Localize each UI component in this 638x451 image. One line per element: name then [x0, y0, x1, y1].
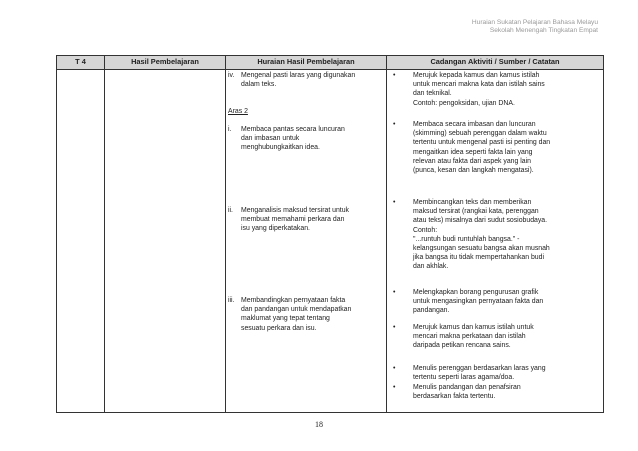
- page-number: 18: [315, 420, 323, 429]
- table-header-row: [57, 56, 604, 70]
- bullet-icon: •: [393, 199, 396, 206]
- item-iv-number: iv.: [228, 72, 235, 79]
- item-ii-number: ii.: [228, 207, 233, 214]
- col-header-hasil: Hasil Pembelajaran: [105, 56, 226, 70]
- bullet-icon: •: [393, 289, 396, 296]
- cell-hasil: [105, 70, 226, 413]
- item-iii-number: iii.: [228, 297, 235, 304]
- item-ii-text: Menganalisis maksud tersirat untuk membuat memahami perkara dan isu yang diperkatakan.: [241, 207, 350, 233]
- cadangan-item-1: Merujuk kepada kamus dan kamus istilah untuk mencari makna kata dan istilah sains dan teknikal. Contoh: pengoksidan, ujian DNA.: [413, 72, 545, 107]
- col-header-huraian: Huraian Hasil Pembelajaran: [226, 56, 387, 70]
- cadangan-item-7: Menulis pandangan dan penafsiran berdasarkan fakta tertentu.: [413, 384, 521, 401]
- cell-cadangan: [387, 70, 604, 413]
- cadangan-item-5: Merujuk kamus dan kamus istilah untuk mencari makna perkataan dan istilah daripada petikan rencana sains.: [413, 324, 534, 350]
- bullet-icon: •: [393, 384, 396, 391]
- bullet-icon: •: [393, 365, 396, 372]
- header-line-1: Huraian Sukatan Pelajaran Bahasa Melayu: [471, 19, 598, 26]
- item-iii-text: Membandingkan pernyataan fakta dan pandangan untuk mendapatkan maklumat yang tepat tentang sesuatu perkara dan isu.: [241, 297, 352, 332]
- table-row: [57, 70, 604, 413]
- bullet-icon: •: [393, 72, 396, 79]
- header-line-2: Sekolah Menengah Tingkatan Empat: [489, 27, 598, 35]
- item-iv-text: Mengenal pasti laras yang digunakan dalam teks.: [241, 72, 356, 89]
- item-i-number: i.: [228, 126, 232, 133]
- col-header-t: T 4: [57, 56, 105, 70]
- cadangan-item-3: Membincangkan teks dan memberikan maksud tersirat (rangkai kata, perenggan atau teks) misalnya dari sudut sosiobudaya. Contoh: "...runtuh budi runtuhlah bangsa." - kelangsungan sesuatu bangsa akan musnah jika bangsa itu tidak mempertahankan budi dan akhlak.: [413, 199, 550, 271]
- col-header-cadangan: Cadangan Aktiviti / Sumber / Catatan: [387, 56, 604, 70]
- running-header: [472, 19, 598, 35]
- syllabus-table: [56, 55, 604, 413]
- item-i-text: Membaca pantas secara luncuran dan imbasan untuk menghubungkaitkan idea.: [241, 126, 345, 152]
- cadangan-item-6: Menulis perenggan berdasarkan laras yang tertentu seperti laras agama/doa.: [413, 365, 546, 382]
- cell-huraian: [226, 70, 387, 413]
- cell-t: [57, 70, 105, 413]
- cadangan-item-2: Membaca secara imbasan dan luncuran (skimming) sebuah perenggan dalam waktu tertentu untuk mengenal pasti isi penting dan mengaitkan idea seperti fakta lain yang relevan atau fakta dari aspek yang lain (punca, kesan dan langkah mengatasi).: [413, 121, 551, 175]
- bullet-icon: •: [393, 324, 396, 331]
- cadangan-item-4: Melengkapkan borang pengurusan grafik untuk mengasingkan pernyataan fakta dan pandangan.: [413, 289, 544, 315]
- aras-heading: Aras 2: [228, 108, 248, 115]
- bullet-icon: •: [393, 121, 396, 128]
